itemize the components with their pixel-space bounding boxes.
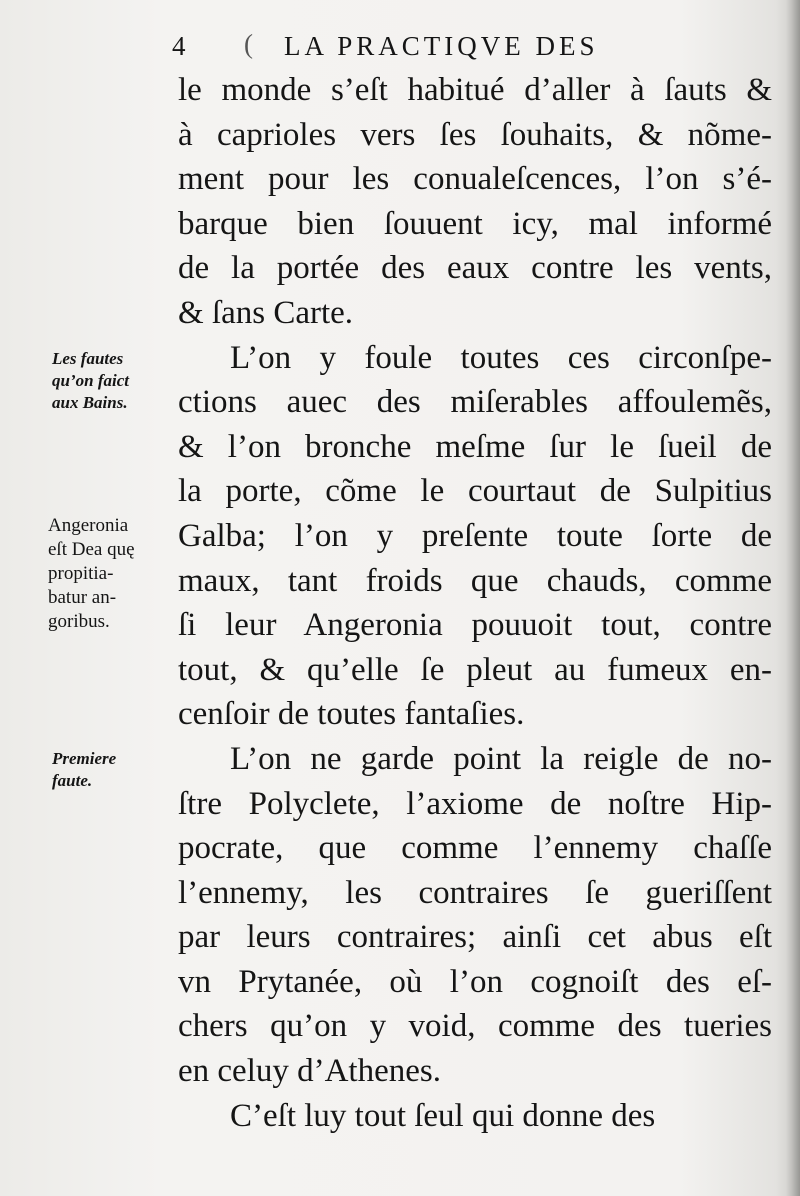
text-line: Galba; l’on y preſente toute ſorte de: [178, 517, 772, 554]
margin-note-angeronia: [48, 514, 178, 634]
margin-note-line: Angeronia: [48, 515, 129, 536]
text-line: l’ennemy, les contraires ſe gueriſſent: [178, 874, 772, 911]
text-line: en celuy d’Athenes.: [178, 1053, 441, 1090]
text-line: maux, tant froids que chauds, comme: [178, 562, 772, 599]
margin-note-line: goribus.: [48, 611, 110, 632]
text-line: ſi leur Angeronia pouuoit tout, contre: [178, 607, 772, 644]
paragraph-start-line: L’on ne garde point la reigle de no-: [230, 740, 772, 777]
text-line: vn Prytanée, où l’on cognoiſt des eſ-: [178, 963, 772, 1000]
text-line: à caprioles vers ſes ſouhaits, & nõme-: [178, 116, 772, 153]
text-line: le monde s’eſt habitué d’aller à ſauts &: [178, 72, 772, 108]
margin-note-line: Les fautes: [52, 349, 124, 368]
margin-note-line: aux Bains.: [52, 393, 128, 412]
text-line: & ſans Carte.: [178, 294, 354, 331]
text-line: & l’on bronche meſme ſur le ſueil de: [178, 428, 772, 465]
paragraph-start-line: L’on y foule toutes ces circonſpe-: [230, 339, 772, 376]
page-header: [172, 28, 772, 64]
margin-note-line: Premiere: [52, 749, 117, 768]
text-line: ment pour les conualeſcences, l’on s’é-: [178, 161, 772, 198]
text-line: de la portée des eaux contre les vents,: [178, 250, 772, 287]
margin-note-fautes: [52, 348, 182, 414]
header-parenthesis: (: [244, 29, 257, 59]
body-text: [178, 68, 772, 1138]
margin-note-line: batur an-: [48, 587, 117, 608]
page-gutter-shadow: [786, 0, 800, 1196]
text-line: tout, & qu’elle ſe pleut au fumeux en-: [178, 651, 772, 688]
text-line: la porte, cõme le courtaut de Sulpitius: [178, 473, 772, 510]
margin-note-line: faute.: [52, 771, 93, 790]
text-line: pocrate, que comme l’ennemy chaſſe: [178, 830, 772, 867]
text-line: par leurs contraires; ainſi cet abus eſt: [178, 919, 772, 956]
margin-note-line: propitia-: [48, 563, 114, 584]
margin-note-premiere-faute: [52, 748, 182, 792]
paragraph-start-line: C’eſt luy tout ſeul qui donne des: [230, 1097, 656, 1134]
text-line: barque bien ſouuent icy, mal informé: [178, 205, 772, 242]
margin-note-line: qu’on faict: [52, 371, 129, 390]
text-line: ctions auec des miſerables affoulemẽs,: [178, 384, 772, 421]
text-line: ſtre Polyclete, l’axiome de noſtre Hip-: [178, 785, 772, 822]
margin-note-line: eſt Dea quę: [48, 539, 135, 560]
page-number: 4: [172, 31, 190, 61]
running-title: LA PRACTIQVE DES: [284, 31, 599, 61]
text-line: chers qu’on y void, comme des tueries: [178, 1008, 772, 1045]
text-line: cenſoir de toutes fantaſies.: [178, 696, 525, 733]
